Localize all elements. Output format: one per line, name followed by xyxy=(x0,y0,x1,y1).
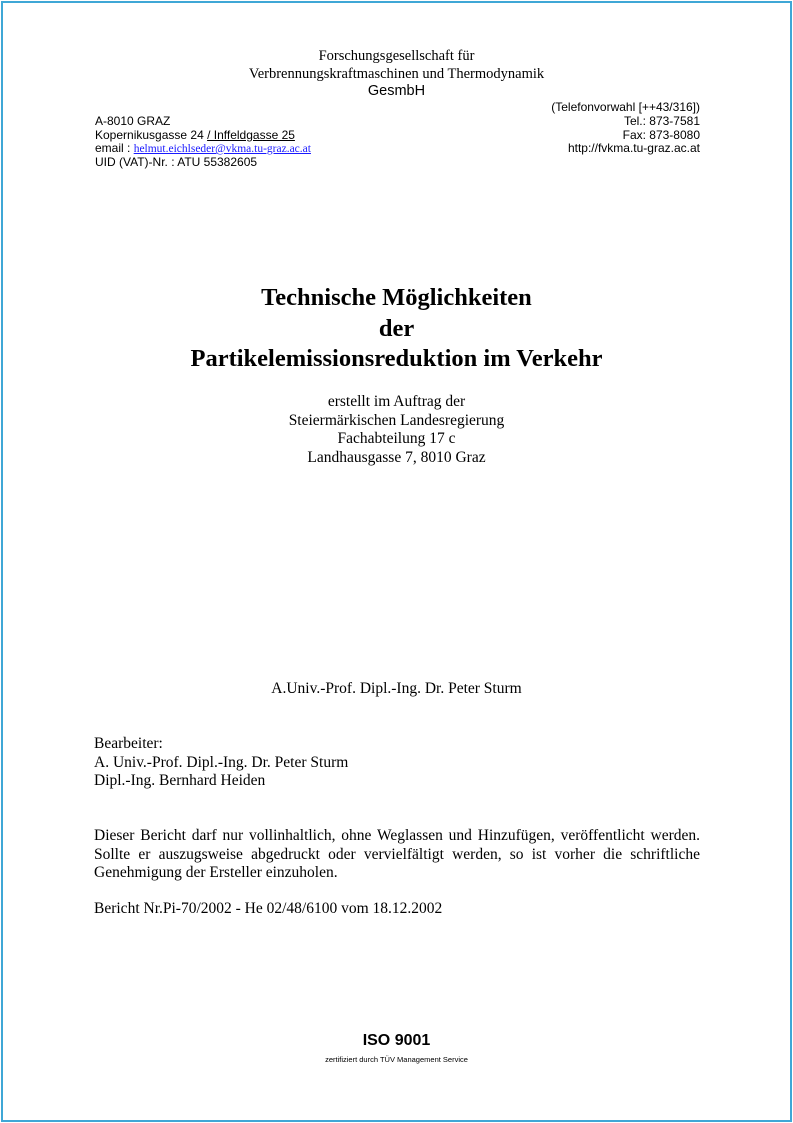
document-title-line2: der xyxy=(378,315,415,342)
email-label: email : xyxy=(95,141,134,155)
commission-line3: Fachabteilung 17 c xyxy=(337,430,456,447)
document-title-line3: Partikelemissionsreduktion im Verkehr xyxy=(190,345,603,372)
vat-id: UID (VAT)-Nr. : ATU 55382605 xyxy=(95,154,258,169)
website-link[interactable]: http://fvkma.tu-graz.ac.at xyxy=(567,141,700,155)
commission-line2: Steiermärkischen Landesregierung xyxy=(288,411,505,429)
org-name-line2: Verbrennungskraftmaschinen und Thermodynamik xyxy=(248,66,545,82)
editors-heading: Bearbeiter: xyxy=(94,735,163,752)
publication-notice: Dieser Bericht darf nur vollinhaltlich, ohne Weglassen und Hinzufügen, veröffentlicht werden. Sollte er auszugsweise abgedruckt oder vervielfältigt werden, so ist vorher die schriftliche Genehmigung der Ersteller einzuholen. xyxy=(94,827,700,881)
commission-line1: erstellt im Auftrag der xyxy=(327,393,466,410)
phone-number: Tel.: 873-7581 xyxy=(623,114,700,128)
editor-1: A. Univ.-Prof. Dipl.-Ing. Dr. Peter Sturm xyxy=(94,753,349,771)
email-link[interactable]: helmut.eichlseder@vkma.tu-graz.ac.at xyxy=(133,143,311,155)
org-name-line1: Forschungsgesellschaft für xyxy=(318,48,475,64)
page-frame xyxy=(1,1,792,1122)
address-street-alt: / Inffeldgasse 25 xyxy=(207,127,295,142)
iso-certification: ISO 9001 xyxy=(362,1032,431,1049)
address-city: A-8010 GRAZ xyxy=(95,114,171,128)
certification-note: zertifiziert durch TÜV Management Service xyxy=(325,1055,468,1064)
document-title-line1: Technische Möglichkeiten xyxy=(261,284,532,311)
commission-line4: Landhausgasse 7, 8010 Graz xyxy=(307,448,486,466)
author: A.Univ.-Prof. Dipl.-Ing. Dr. Peter Sturm xyxy=(271,680,522,697)
org-name-line3: GesmbH xyxy=(367,83,426,99)
phone-prefix: (Telefonvorwahl [++43/316]) xyxy=(551,100,700,114)
fax-number: Fax: 873-8080 xyxy=(622,127,700,142)
report-number: Bericht Nr.Pi-70/2002 - He 02/48/6100 vom 18.12.2002 xyxy=(94,900,443,917)
address-street xyxy=(95,129,295,143)
address-street-main: Kopernikusgasse 24 xyxy=(95,127,208,142)
editor-2: Dipl.-Ing. Bernhard Heiden xyxy=(94,772,266,789)
